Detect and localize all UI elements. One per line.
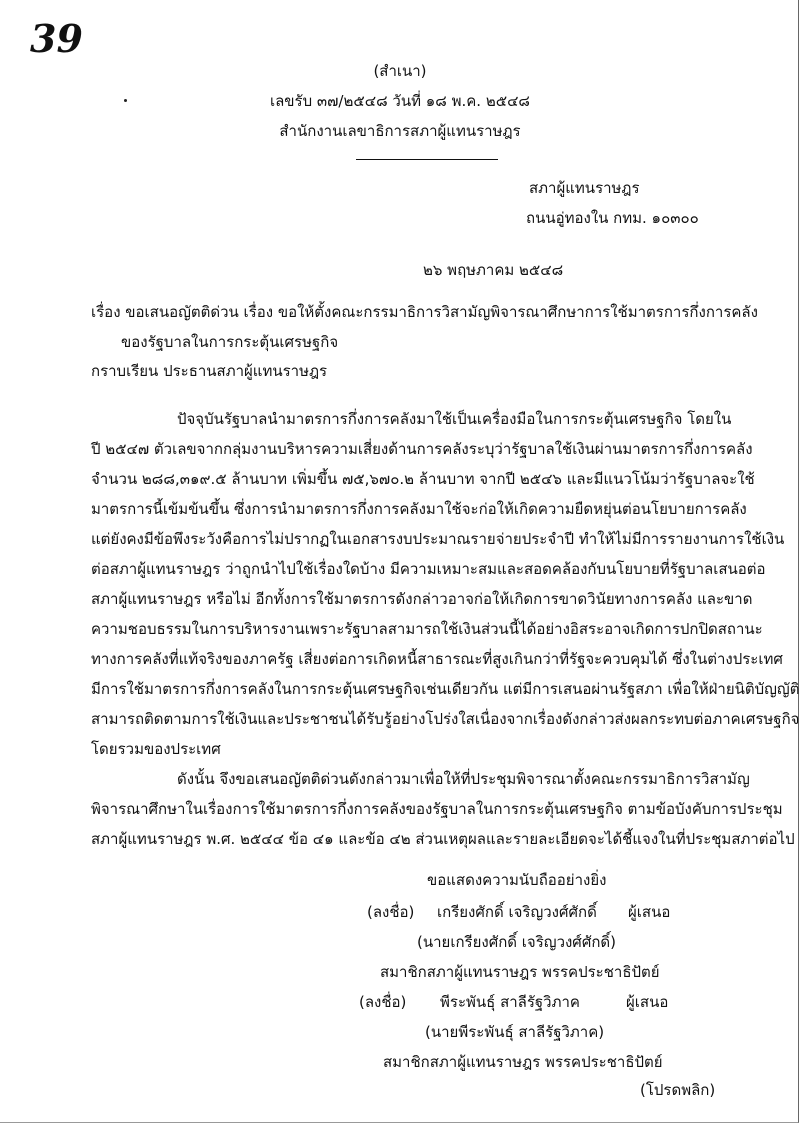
paragraph-line: สามารถติดตามการใช้เงินและประชาชนได้รับรู้อย่างโปร่งใสเนื่องจากเรื่องดังกล่าวส่งผลกระทบต่อภาคเศรษฐกิจ [91, 710, 800, 728]
signer-role-2: ผู้เสนอ [626, 993, 669, 1011]
salutation: กราบเรียน ประธานสภาผู้แทนราษฎร [91, 362, 328, 380]
paragraph-line: ทางการคลังที่แท้จริงของภาครัฐ เสี่ยงต่อการเกิดหนี้สาธารณะที่สูงเกินกว่าที่รัฐจะควบคุมได้ ซึ่งในต่างประเทศ [91, 650, 783, 668]
signer-role-1: ผู้เสนอ [628, 903, 671, 921]
copy-label: (สำเนา) [373, 62, 427, 80]
closing: ขอแสดงความนับถืออย่างยิ่ง [427, 871, 607, 889]
address-line-1: สภาผู้แทนราษฎร [529, 179, 640, 197]
body-paragraph-1 [91, 404, 800, 764]
paragraph-line: โดยรวมของประเทศ [91, 740, 221, 758]
office-line: สำนักงานเลขาธิการสภาผู้แทนราษฎร [279, 122, 521, 140]
paragraph-line: ปัจจุบันรัฐบาลนำมาตรการกึ่งการคลังมาใช้เป็นเครื่องมือในการกระตุ้นเศรษฐกิจ โดยใน [177, 410, 732, 428]
letter-date: ๒๖ พฤษภาคม ๒๕๔๘ [423, 261, 564, 279]
paragraph-line: จำนวน ๒๘๘,๓๑๙.๕ ล้านบาท เพิ่มขึ้น ๗๕,๖๗๐.๒ ล้านบาท จากปี ๒๕๔๖ และมีแนวโน้มว่ารัฐบาลจะใช้ [91, 470, 755, 488]
paragraph-line: แต่ยังคงมีข้อพึงระวังคือการไม่ปรากฏในเอกสารงบประมาณรายจ่ายประจำปี ทำให้ไม่มีการรายงานการใช้เงิน [91, 530, 785, 548]
signer-position-2: สมาชิกสภาผู้แทนราษฎร พรรคประชาธิปัตย์ [383, 1053, 663, 1071]
signer-position-1: สมาชิกสภาผู้แทนราษฎร พรรคประชาธิปัตย์ [380, 963, 660, 981]
paragraph-line: มาตรการนี้เข้มข้นขึ้น ซึ่งการนำมาตรการกึ่งการคลังมาใช้จะก่อให้เกิดความยืดหยุ่นต่อนโยบายการคลัง [91, 500, 747, 518]
printed-name-2: (นายพีระพันธุ์ สาลีรัฐวิภาค) [425, 1023, 605, 1041]
receipt-line: เลขรับ ๓๗/๒๕๔๘ วันที่ ๑๘ พ.ค. ๒๕๔๘ [269, 92, 531, 110]
subject-line-2: ของรัฐบาลในการกระตุ้นเศรษฐกิจ [121, 333, 339, 351]
footer-note: (โปรดพลิก) [640, 1081, 716, 1099]
sign-prefix-2: (ลงชื่อ) [359, 993, 407, 1011]
paragraph-line: สภาผู้แทนราษฎร พ.ศ. ๒๕๔๔ ข้อ ๔๑ และข้อ ๔๒ ส่วนเหตุผลและรายละเอียดจะได้ชี้แจงในที่ประชุมสภาต่อไป [91, 830, 795, 848]
body-paragraph-2 [91, 764, 795, 854]
paragraph-line: ต่อสภาผู้แทนราษฎร ว่าถูกนำไปใช้เรื่องใดบ้าง มีความเหมาะสมและสอดคล้องกับนโยบายที่รัฐบาลเสนอต่อ [91, 560, 766, 578]
page-number: 39 [30, 16, 83, 61]
subject-line-1: เรื่อง ขอเสนอญัตติด่วน เรื่อง ขอให้ตั้งคณะกรรมาธิการวิสามัญพิจารณาศึกษาการใช้มาตรการกึ่งการคลัง [91, 303, 758, 321]
paragraph-line: ความชอบธรรมในการบริหารงานเพราะรัฐบาลสามารถใช้เงินส่วนนี้ได้อย่างอิสระอาจเกิดการปกปิดสถานะ [91, 620, 763, 638]
sign-prefix-1: (ลงชื่อ) [367, 903, 415, 921]
printed-name-1: (นายเกรียงศักดิ์ เจริญวงศ์ศักดิ์) [417, 933, 617, 951]
header-divider [356, 159, 498, 160]
paragraph-line: มีการใช้มาตรการกึ่งการคลังในการกระตุ้นเศรษฐกิจเช่นเดียวกัน แต่มีการเสนอผ่านรัฐสภา เพื่อให้ฝ่ายนิติบัญญัติ [91, 680, 800, 698]
paragraph-line: ปี ๒๕๔๗ ตัวเลขจากกลุ่มงานบริหารความเสี่ยงด้านการคลังระบุว่ารัฐบาลใช้เงินผ่านมาตรการกึ่งการคลัง [91, 440, 753, 458]
address-line-2: ถนนอู่ทองใน กทม. ๑๐๓๐๐ [526, 209, 699, 227]
paragraph-line: ดังนั้น จึงขอเสนอญัตติด่วนดังกล่าวมาเพื่อให้ที่ประชุมพิจารณาตั้งคณะกรรมาธิการวิสามัญ [177, 770, 750, 788]
paragraph-line: สภาผู้แทนราษฎร หรือไม่ อีกทั้งการใช้มาตรการดังกล่าวอาจก่อให้เกิดการขาดวินัยทางการคลัง และขาด [91, 590, 753, 608]
paragraph-line: พิจารณาศึกษาในเรื่องการใช้มาตรการกึ่งการคลังของรัฐบาลในการกระตุ้นเศรษฐกิจ ตามข้อบังคับการประชุม [91, 800, 783, 818]
signed-name-1: เกรียงศักดิ์ เจริญวงศ์ศักดิ์ [437, 903, 597, 921]
signed-name-2: พีระพันธุ์ สาลีรัฐวิภาค [440, 993, 580, 1011]
